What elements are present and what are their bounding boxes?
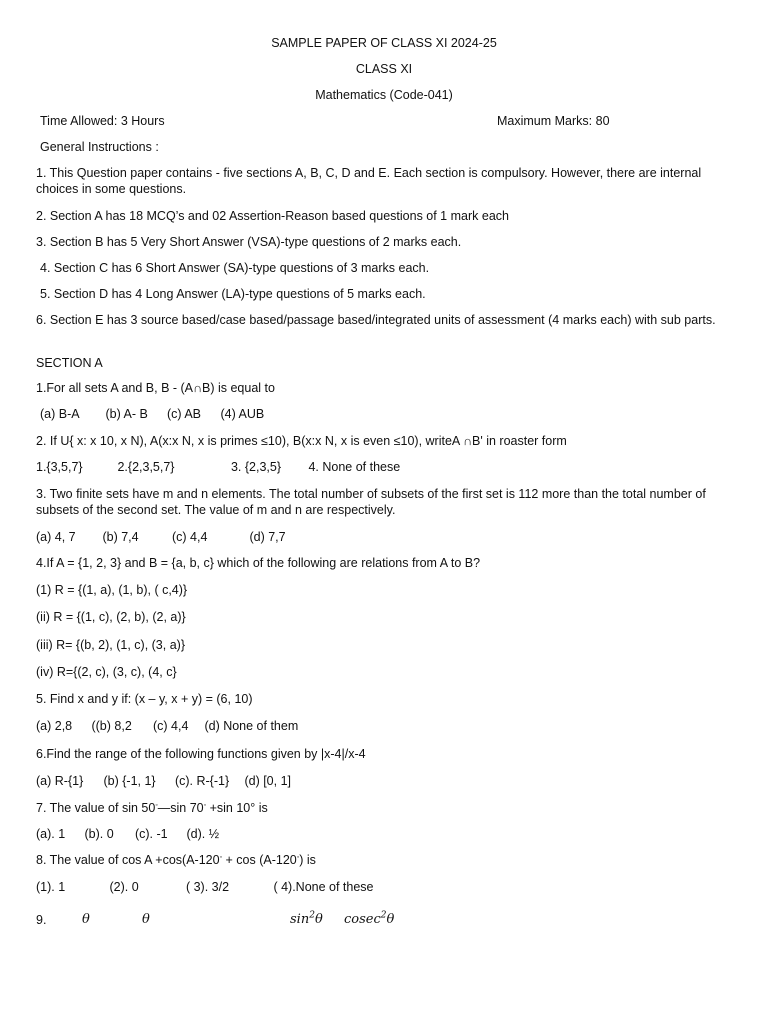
option: 2.{2,3,5,7} xyxy=(117,460,175,474)
option: (b). 0 xyxy=(84,827,114,841)
option: (1). 1 xyxy=(36,880,66,894)
question-4-option: (iv) R={(2, c), (3, c), (4, c} xyxy=(36,665,177,679)
question-7 xyxy=(36,800,734,816)
paper-title: SAMPLE PAPER OF CLASS XI 2024-25 xyxy=(271,36,497,50)
option: (4) AUB xyxy=(220,407,265,421)
class-label: CLASS XI xyxy=(355,62,413,76)
question-8-text: ) is xyxy=(299,853,316,867)
instruction-item: 5. Section D has 4 Long Answer (LA)-type questions of 5 marks each. xyxy=(40,287,426,301)
question-3-options xyxy=(36,529,734,545)
question-2: 2. If U{ x: x 10, x N), A(x:x N, x is primes ≤10), B(x:x N, x is even ≤10), writeA ∩B' in roaster form xyxy=(36,434,567,448)
question-4-option: (ii) R = {(1, c), (2, b), (2, a)} xyxy=(36,610,186,624)
option: (d). ½ xyxy=(186,827,220,841)
cosec-squared-theta: cosec$^2$θ xyxy=(344,910,395,927)
question-8-text: + cos (A-120 xyxy=(222,853,297,867)
option: (a) B-A xyxy=(40,407,80,421)
section-heading: SECTION A xyxy=(36,356,103,370)
question-8-options xyxy=(36,879,734,895)
question-7-text: +sin 10° is xyxy=(206,801,268,815)
option: 1.{3,5,7} xyxy=(36,460,83,474)
degree-mark: ◦ xyxy=(203,801,207,809)
question-2-options xyxy=(36,459,734,475)
option: (c) 4,4 xyxy=(152,719,189,733)
theta-symbol: θ xyxy=(82,912,90,927)
question-3: 3. Two finite sets have m and n elements. The total number of subsets of the first set is 112 more than the total number of subsets of the second set. The value of m and n are respectively. xyxy=(36,487,706,517)
option: (2). 0 xyxy=(109,880,139,894)
instruction-item: 6. Section E has 3 source based/case based/passage based/integrated units of assessment (4 marks each) with sub parts. xyxy=(36,313,716,327)
option: 3. {2,3,5} xyxy=(230,460,282,474)
option: (a) 2,8 xyxy=(36,719,73,733)
option: ( 3). 3/2 xyxy=(185,880,230,894)
question-8 xyxy=(36,852,734,868)
option: (d) [0, 1] xyxy=(244,774,291,788)
option: (a) 4, 7 xyxy=(36,530,76,544)
degree-mark: ◦ xyxy=(296,853,300,861)
theta-symbol: θ xyxy=(142,912,150,927)
option: (a). 1 xyxy=(36,827,66,841)
degree-mark: ◦ xyxy=(155,801,158,809)
instruction-item: 1. This Question paper contains - five sections A, B, C, D and E. Each section is compulsory. However, there are internal choices in some questions. xyxy=(36,166,702,196)
question-8-text: 8. The value of cos A +cos(A-120 xyxy=(36,853,220,867)
option: ( 4).None of these xyxy=(273,880,374,894)
question-4: 4.If A = {1, 2, 3} and B = {a, b, c} which of the following are relations from A to B? xyxy=(36,556,481,570)
option: (c). R-{-1} xyxy=(174,774,230,788)
option: (b) {-1, 1} xyxy=(103,774,156,788)
option: (b) 7,4 xyxy=(102,530,139,544)
question-6: 6.Find the range of the following functions given by |x-4|/x-4 xyxy=(36,747,366,761)
instructions-heading: General Instructions : xyxy=(40,140,159,154)
question-7-text: 7. The value of sin 50 xyxy=(36,801,156,815)
question-1-options xyxy=(40,406,734,422)
option: ((b) 8,2 xyxy=(91,719,132,733)
instruction-item: 4. Section C has 6 Short Answer (SA)-type questions of 3 marks each. xyxy=(40,261,430,275)
option: (d) 7,7 xyxy=(249,530,286,544)
question-5: 5. Find x and y if: (x – y, x + y) = (6, 10) xyxy=(36,692,253,706)
option: (c) 4,4 xyxy=(171,530,208,544)
degree-mark: ◦ xyxy=(219,853,223,861)
time-allowed: Time Allowed: 3 Hours xyxy=(40,114,165,128)
subject-label: Mathematics (Code-041) xyxy=(315,88,453,102)
question-4-option: (iii) R= {(b, 2), (1, c), (3, a)} xyxy=(36,638,185,652)
question-7-options xyxy=(36,826,734,842)
option: (d) None of them xyxy=(204,719,299,733)
question-7-text: —sin 70 xyxy=(157,801,204,815)
sin-squared-theta: $\sin^2\theta$ xyxy=(290,910,323,927)
option: (b) A- B xyxy=(105,407,148,421)
question-5-options xyxy=(36,718,734,734)
question-6-options xyxy=(36,773,734,789)
question-1: 1.For all sets A and B, B - (A∩B) is equal to xyxy=(36,381,275,395)
option: (a) R-{1} xyxy=(36,774,84,788)
option: 4. None of these xyxy=(308,460,401,474)
instruction-item: 2. Section A has 18 MCQ’s and 02 Assertion-Reason based questions of 1 mark each xyxy=(36,209,509,223)
question-9-number: 9. xyxy=(36,913,47,927)
option: (c). -1 xyxy=(134,827,168,841)
option: (c) AB xyxy=(166,407,202,421)
instruction-item: 3. Section B has 5 Very Short Answer (VSA)-type questions of 2 marks each. xyxy=(36,235,462,249)
maximum-marks: Maximum Marks: 80 xyxy=(497,114,610,128)
question-4-option: (1) R = {(1, a), (1, b), ( c,4)} xyxy=(36,583,188,597)
